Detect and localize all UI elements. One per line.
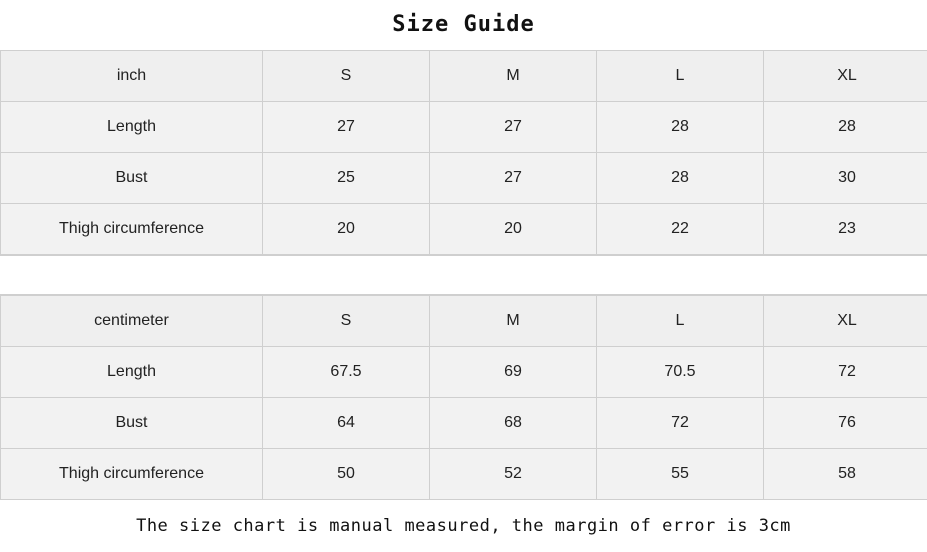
table-row: [1, 102, 927, 153]
row-label: Thigh circumference: [1, 204, 263, 255]
column-header-m: M: [430, 296, 597, 347]
table-header-row: [1, 296, 927, 347]
unit-label-inch: inch: [1, 51, 263, 102]
cell-value: 52: [430, 449, 597, 500]
row-label: Thigh circumference: [1, 449, 263, 500]
cell-value: 55: [597, 449, 764, 500]
row-label: Bust: [1, 398, 263, 449]
cell-value: 22: [597, 204, 764, 255]
table-row: [1, 153, 927, 204]
measurement-note: The size chart is manual measured, the margin of error is 3cm: [0, 500, 927, 552]
cell-value: 72: [597, 398, 764, 449]
cell-value: 67.5: [263, 347, 430, 398]
table-header-row: [1, 51, 927, 102]
column-header-m: M: [430, 51, 597, 102]
column-header-xl: XL: [764, 296, 927, 347]
cell-value: 28: [764, 102, 927, 153]
table-row: [1, 347, 927, 398]
cell-value: 76: [764, 398, 927, 449]
column-header-s: S: [263, 51, 430, 102]
unit-label-centimeter: centimeter: [1, 296, 263, 347]
cell-value: 50: [263, 449, 430, 500]
cell-value: 25: [263, 153, 430, 204]
size-table-inch: [0, 50, 927, 255]
cell-value: 27: [430, 153, 597, 204]
row-label: Bust: [1, 153, 263, 204]
table-row: [1, 449, 927, 500]
table-row: [1, 398, 927, 449]
column-header-xl: XL: [764, 51, 927, 102]
cell-value: 69: [430, 347, 597, 398]
cell-value: 30: [764, 153, 927, 204]
column-header-s: S: [263, 296, 430, 347]
cell-value: 70.5: [597, 347, 764, 398]
cell-value: 64: [263, 398, 430, 449]
cell-value: 28: [597, 153, 764, 204]
size-table-centimeter: [0, 295, 927, 500]
row-label: Length: [1, 347, 263, 398]
cell-value: 28: [597, 102, 764, 153]
cell-value: 27: [430, 102, 597, 153]
table-separator: [0, 255, 927, 295]
column-header-l: L: [597, 51, 764, 102]
cell-value: 20: [263, 204, 430, 255]
cell-value: 23: [764, 204, 927, 255]
cell-value: 27: [263, 102, 430, 153]
cell-value: 72: [764, 347, 927, 398]
column-header-l: L: [597, 296, 764, 347]
cell-value: 68: [430, 398, 597, 449]
table-row: [1, 204, 927, 255]
row-label: Length: [1, 102, 263, 153]
cell-value: 58: [764, 449, 927, 500]
cell-value: 20: [430, 204, 597, 255]
page-title: Size Guide: [0, 0, 927, 50]
